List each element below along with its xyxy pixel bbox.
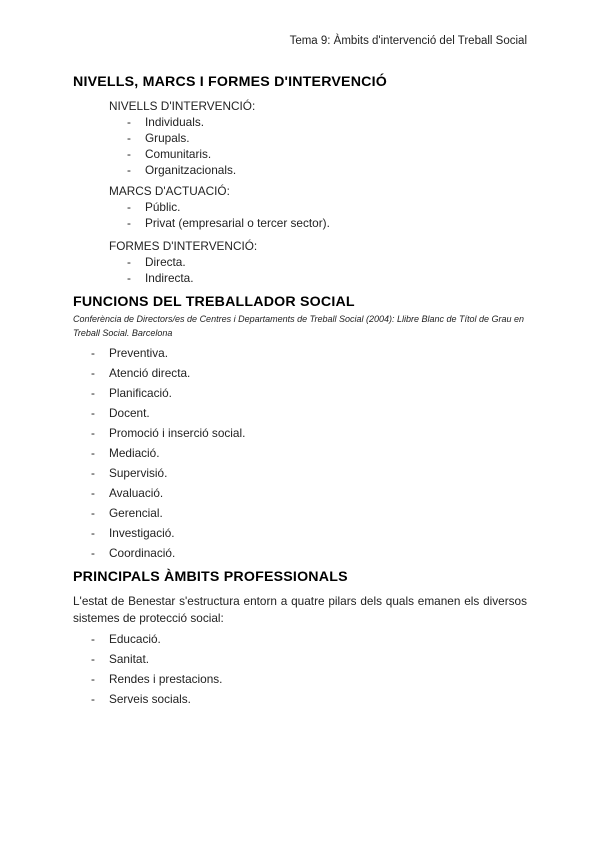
intro-paragraph: L'estat de Benestar s'estructura entorn a quatre pilars dels quals emanen els diversos sistemes de protecció social: <box>73 594 527 625</box>
section-title-ambits: PRINCIPALS ÀMBITS PROFESSIONALS <box>73 569 348 585</box>
subheading-nivells: NIVELLS D'INTERVENCIÓ: <box>109 99 256 113</box>
document-page: Tema 9: Àmbits d'intervenció del Treball Social NIVELLS, MARCS I FORMES D'INTERVENCIÓ NIVELLS D'INTERVENCIÓ: - Individuals. - Grupals. - Comunitaris. - Organitzacionals. MARCS D'ACTUACIÓ: - Públic. - Privat (empresarial o tercer sector). FORMES D'INTERVENCIÓ: - Directa. - Indirecta. FUNCIONS DEL TREBALLADOR SOCIAL Conferència de Directors/es de Centres i Departaments de Treball Social (2004): Llibre Blanc de Títol de Grau en Treball Social. Barcelona - Preventiva. - Atenció directa. - Planificació. - Docent. - Promoció i inserció social. - Mediació. - Supervisió. - Avaluació. - Gerencial. - Investigació. - Coordinació. PRINCIPALS ÀMBITS PROFESSIONALS L'estat de Benestar s'estructura entorn a quatre pilars dels quals emanen els diversos sistemes de protecció social: - Educació. - Sanitat. - Rendes i prestacions. - Serveis socials. <box>73 35 527 706</box>
subheading-formes: FORMES D'INTERVENCIÓ: <box>109 239 258 253</box>
running-header: Tema 9: Àmbits d'intervenció del Treball Social <box>289 35 527 47</box>
subheading-marcs: MARCS D'ACTUACIÓ: <box>109 184 230 198</box>
section-title-funcions: FUNCIONS DEL TREBALLADOR SOCIAL <box>73 294 355 310</box>
citation: Conferència de Directors/es de Centres i Departaments de Treball Social (2004): Llibre Blanc de Títol de Grau en Treball Social. Barcelona <box>73 314 525 338</box>
section-title-nivells: NIVELLS, MARCS I FORMES D'INTERVENCIÓ <box>73 74 387 90</box>
